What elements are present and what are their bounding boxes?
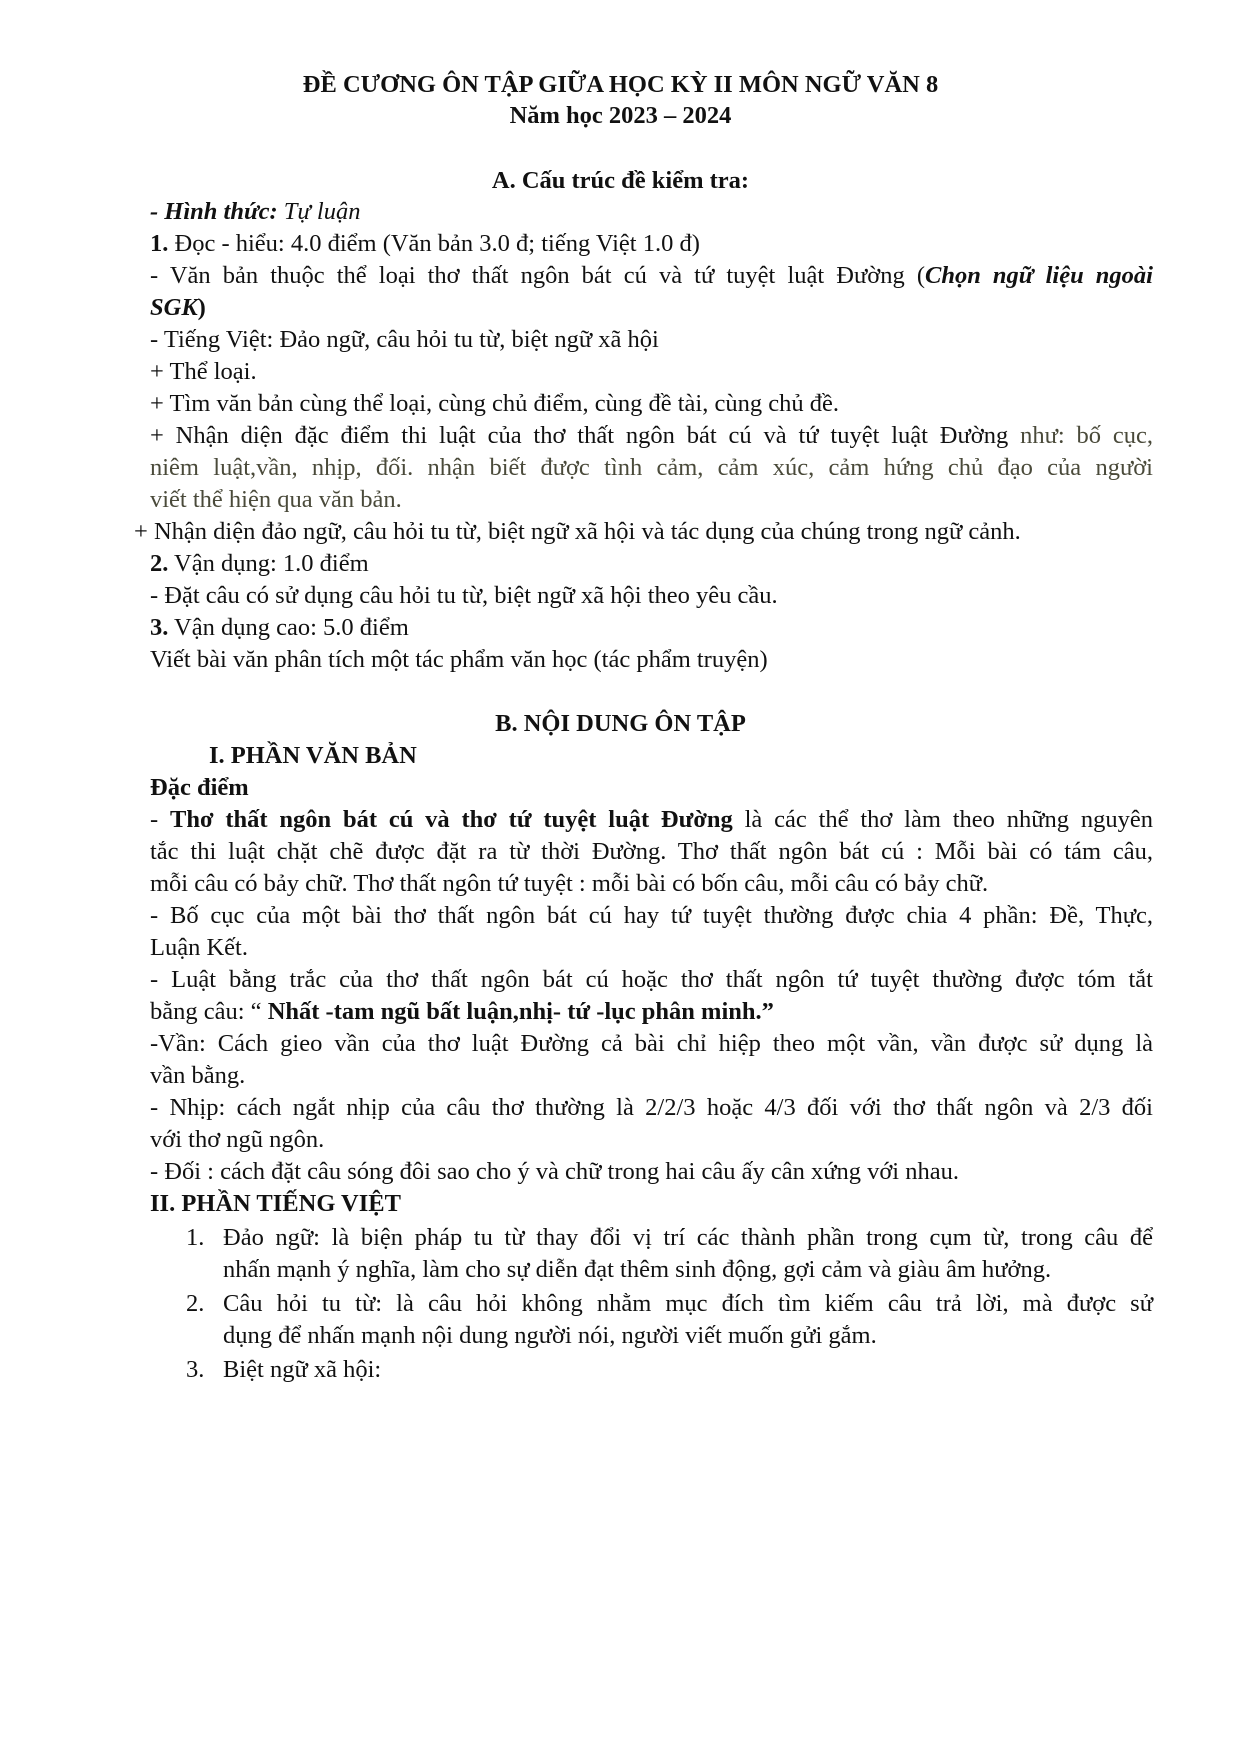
form-line xyxy=(150,197,360,227)
feature-2-line-2: Luận Kết. xyxy=(150,934,248,961)
list-item-line-1: Đảo ngữ: là biện pháp tu từ thay đổi vị trí các thành phần trong cụm từ, trong câu để xyxy=(223,1224,1153,1251)
genre-text: - Văn bản thuộc thể loại thơ thất ngôn bát cú và tứ tuyệt luật Đường ( xyxy=(150,262,925,289)
genre-note-close: ) xyxy=(197,294,206,321)
section-a-heading: A. Cấu trúc đề kiểm tra: xyxy=(491,167,750,194)
part2-text: Vận dụng: 1.0 điểm xyxy=(168,550,369,577)
feature-6: - Đối : cách đặt câu sóng đôi sao cho ý và chữ trong hai câu ấy cân xứng với nhau. xyxy=(150,1158,959,1185)
part2-line xyxy=(150,549,369,579)
part2-item: - Đặt câu có sử dụng câu hỏi tu từ, biệt ngữ xã hội theo yêu cầu. xyxy=(150,582,778,609)
school-year: Năm học 2023 – 2024 xyxy=(509,102,732,129)
vietnamese-line: - Tiếng Việt: Đảo ngữ, câu hỏi tu từ, biệt ngữ xã hội xyxy=(150,326,659,353)
list-item-number: 1. xyxy=(186,1224,205,1251)
features-heading: Đặc điểm xyxy=(150,774,249,801)
feature-3-line-1: - Luật bằng trắc của thơ thất ngôn bát cú hoặc thơ thất ngôn tứ tuyệt thường được tóm tắt xyxy=(150,966,1153,993)
feature-5-line-2: với thơ ngũ ngôn. xyxy=(150,1126,325,1153)
feature-5-line-1: - Nhịp: cách ngắt nhịp của câu thơ thường là 2/2/3 hoặc 4/3 đối với thơ thất ngôn và 2/3 đối xyxy=(150,1094,1153,1121)
bullet-identify-line-3: viết thể hiện qua văn bản. xyxy=(150,486,402,513)
feature-3-line-2 xyxy=(150,997,774,1027)
bullet-genre: + Thể loại. xyxy=(150,358,257,385)
list-item-line-1: Biệt ngữ xã hội: xyxy=(223,1356,382,1383)
section-b-heading: B. NỘI DUNG ÔN TẬP xyxy=(495,710,746,737)
bullet-rhetoric: + Nhận diện đảo ngữ, câu hỏi tu từ, biệt ngữ xã hội và tác dụng của chúng trong ngữ cảnh. xyxy=(134,518,1021,545)
part2-number: 2. xyxy=(150,550,169,577)
feature-1-line-1 xyxy=(150,805,1153,835)
feature-1-term: Thơ thất ngôn bát cú và thơ tứ tuyệt luật Đường xyxy=(170,806,733,833)
feature-3-text: bằng câu: “ xyxy=(150,998,268,1025)
part-text-heading: I. PHẦN VĂN BẢN xyxy=(209,742,417,769)
feature-2-line-1: - Bố cục của một bài thơ thất ngôn bát cú hay tứ tuyệt thường được chia 4 phần: Đề, Thực, xyxy=(150,902,1153,929)
part3-item: Viết bài văn phân tích một tác phẩm văn học (tác phẩm truyện) xyxy=(150,646,768,673)
part3-text: Vận dụng cao: 5.0 điểm xyxy=(168,614,409,641)
bullet-find-text: + Tìm văn bản cùng thể loại, cùng chủ điểm, cùng đề tài, cùng chủ đề. xyxy=(150,390,839,417)
feature-3-rule: Nhất -tam ngũ bất luận,nhị- tứ -lục phân minh.” xyxy=(267,998,774,1025)
identify-text-tail: như: bố cục, xyxy=(1008,422,1153,449)
part3-line xyxy=(150,613,409,643)
feature-1-dash: - xyxy=(150,806,170,833)
feature-1-line-2: tắc thi luật chặt chẽ được đặt ra từ thời Đường. Thơ thất ngôn bát cú : Mỗi bài có tám câu, xyxy=(150,838,1153,865)
form-value: Tự luận xyxy=(277,198,361,225)
bullet-identify-line-1 xyxy=(150,421,1153,451)
part1-text: Đọc - hiểu: 4.0 điểm (Văn bản 3.0 đ; tiếng Việt 1.0 đ) xyxy=(168,230,700,257)
document-title: ĐỀ CƯƠNG ÔN TẬP GIỮA HỌC KỲ II MÔN NGỮ VĂN 8 xyxy=(302,71,939,98)
genre-note-sgk: SGK xyxy=(150,294,198,321)
part-vietnamese-heading: II. PHẦN TIẾNG VIỆT xyxy=(150,1190,401,1217)
identify-text: + Nhận diện đặc điểm thi luật của thơ thất ngôn bát cú và tứ tuyệt luật Đường xyxy=(150,422,1009,449)
bullet-identify-line-2: niêm luật,vần, nhịp, đối. nhận biết được tình cảm, cảm xúc, cảm hứng chủ đạo của người xyxy=(150,454,1153,481)
genre-line-1 xyxy=(150,261,1153,291)
feature-1-text: là các thể thơ làm theo những nguyên xyxy=(732,806,1153,833)
part1-line xyxy=(150,229,700,259)
part3-number: 3. xyxy=(150,614,169,641)
form-label: - Hình thức: xyxy=(150,198,278,225)
feature-4-line-1: -Vần: Cách gieo vần của thơ luật Đường cả bài chỉ hiệp theo một vần, vần được sử dụng là xyxy=(150,1030,1153,1057)
genre-note: Chọn ngữ liệu ngoài xyxy=(924,262,1153,289)
list-item-number: 3. xyxy=(186,1356,205,1383)
feature-1-line-3: mỗi câu có bảy chữ. Thơ thất ngôn tứ tuyệt : mỗi bài có bốn câu, mỗi câu có bảy chữ. xyxy=(150,870,989,897)
genre-line-2 xyxy=(150,293,206,323)
feature-4-line-2: vần bằng. xyxy=(150,1062,246,1089)
list-item-line-2: nhấn mạnh ý nghĩa, làm cho sự diễn đạt thêm sinh động, gợi cảm và giàu âm hưởng. xyxy=(223,1256,1052,1283)
part1-number: 1. xyxy=(150,230,169,257)
list-item-line-2: dụng để nhấn mạnh nội dung người nói, người viết muốn gửi gắm. xyxy=(223,1322,877,1349)
list-item-number: 2. xyxy=(186,1290,205,1317)
list-item-line-1: Câu hỏi tu từ: là câu hỏi không nhằm mục đích tìm kiếm câu trả lời, mà được sử xyxy=(223,1290,1153,1317)
